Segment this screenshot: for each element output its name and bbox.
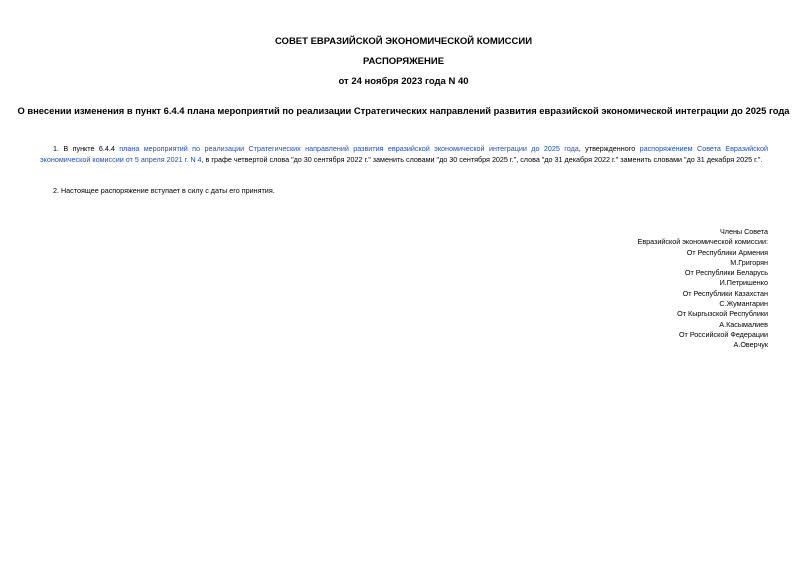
signature-line: А.Оверчук [733,340,768,350]
signature-line: От Республики Казахстан [682,288,768,298]
document-type-heading: РАСПОРЯЖЕНИЕ [362,56,445,67]
signature-line: От Российской Федерации [678,329,768,339]
plan-link[interactable]: плана мероприятий по реализации Стратегических направлений развития евразийской экономической интеграции до 2025 года [119,144,579,153]
signature-line: От Республики Армения [686,247,768,257]
signature-line: От Кыргызской Республики [677,309,768,319]
signature-line: М.Григорян [730,257,768,267]
paragraph-1-text-a: 1. В пункте 6.4.4 [53,144,120,153]
paragraph-1-text-b: , утвержденного [578,144,640,153]
signature-line: А.Касымалиев [719,319,768,329]
signature-line: С.Жумангарин [719,299,768,309]
signature-line: От Республики Беларусь [684,268,768,278]
signature-line: Члены Совета [719,227,768,236]
signature-line: И.Петришенко [719,278,768,288]
paragraph-1-text-c: , в графе четвертой слова "до 30 сентября 2022 г." заменить словами "до 30 сентября 2025 г.", слова "до 31 декабря 2022 г." заменить словами "до 31 декабря 2025 г.". [201,155,763,164]
organization-heading: СОВЕТ ЕВРАЗИЙСКОЙ ЭКОНОМИЧЕСКОЙ КОМИССИИ [274,36,533,47]
document-title: О внесении изменения в пункт 6.4.4 плана мероприятий по реализации Стратегических направлений развития евразийской экономической интеграции до 2025 года [17,105,790,116]
signature-line: Евразийской экономической комиссии: [637,237,768,247]
decree-link[interactable]: распоряжением Совета Евразийской экономической комиссии от 5 апреля 2021 г. N 4 [40,144,768,164]
document-date-number: от 24 ноября 2023 года N 40 [338,76,469,87]
paragraph-2: 2. Настоящее распоряжение вступает в силу с даты его принятия. [53,186,275,195]
signature-block [468,227,768,351]
paragraph-1 [40,143,768,165]
